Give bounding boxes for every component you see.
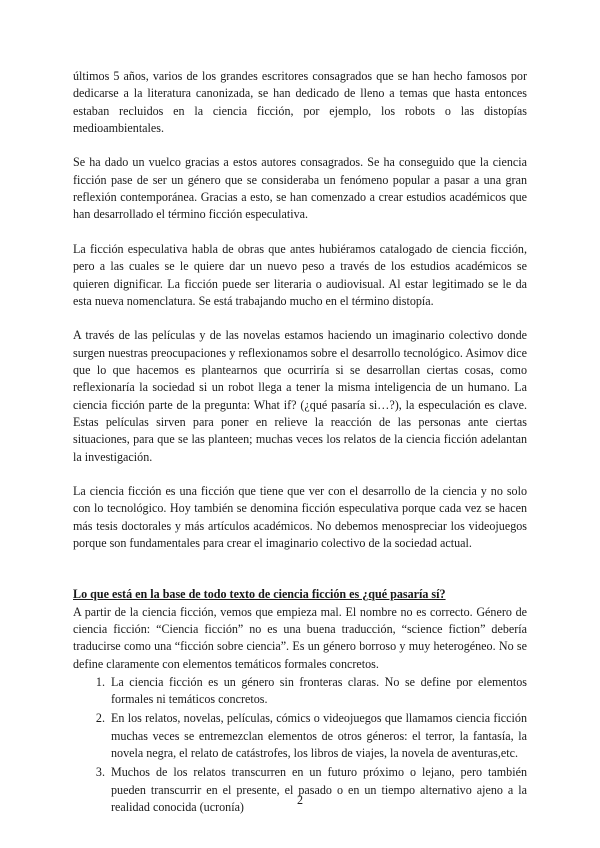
section-heading: Lo que está en la base de todo texto de ciencia ficción es ¿qué pasaría sí? bbox=[73, 587, 446, 602]
section-intro: A partir de la ciencia ficción, vemos que empieza mal. El nombre no es correcto. Género de ciencia ficción: “Ciencia ficción” no es una buena traducción, “science fiction” debería traducirse como una “ficción sobre ciencia”. Es un género borroso y muy heterogéneo. No se define claramente con elementos temáticos formales concretos. bbox=[73, 604, 527, 671]
list-item: 2. En los relatos, novelas, películas, cómics o videojuegos que llamamos ciencia ficción muchas veces se entremezclan elementos de otros géneros: el terror, la fantasía, la novela negra, el relato de catástrofes, los libros de viajes, la novela de aventuras,etc. bbox=[108, 710, 527, 762]
paragraph: La ciencia ficción es una ficción que tiene que ver con el desarrollo de la ciencia y no solo con lo tecnológico. Hoy también se denomina ficción especulativa porque cada vez se hacen más tesis doctorales y más artículos académicos. No debemos menospreciar los videojuegos porque son fundamentales para crear el imaginario colectivo de la sociedad actual. bbox=[73, 484, 527, 551]
paragraph: La ficción especulativa habla de obras que antes hubiéramos catalogado de ciencia ficción, pero a las cuales se le quiere dar un nuevo peso a través de los estudios académicos se quieren dignificar. La ficción puede ser literaria o audiovisual. Al estar legitimado se le da esta nueva nomenclatura. Se está trabajando mucho en el término distopía. bbox=[73, 241, 527, 308]
paragraph: A través de las películas y de las novelas estamos haciendo un imaginario colectivo donde surgen nuestras preocupaciones y reflexionamos sobre el desarrollo tecnológico. Asimov dice que lo que hacemos es plantearnos que ocurriría si se desarrollan ciertas cosas, como reflexionaría la sociedad si un robot llega a tener la misma inteligencia de un humano. La ciencia ficción parte de la pregunta: What if? (¿qué pasaría si…?), la especulación es clave. Estas películas sirven para poner en relieve la reacción de las personas ante ciertas situaciones, para que se las planteen; muchas veces los relatos de la ciencia ficción adelantan la investigación. bbox=[73, 328, 527, 464]
list-item: 1. La ciencia ficción es un género sin fronteras claras. No se define por elementos formales ni temáticos concretos. bbox=[108, 674, 527, 709]
paragraph: Se ha dado un vuelco gracias a estos autores consagrados. Se ha conseguido que la ciencia ficción pase de ser un género que se consideraba un fenómeno popular a pasar a una gran reflexión contemporánea. Gracias a esto, se han comenzado a crear estudios académicos que han desarrollado el término ficción especulativa. bbox=[73, 155, 527, 222]
document-page bbox=[73, 68, 527, 818]
paragraph: últimos 5 años, varios de los grandes escritores consagrados que se han hecho famosos por dedicarse a la literatura canonizada, se han dedicado de lleno a temas que hasta entonces estaban recluidos en la ciencia ficción, por ejemplo, los robots o las distopías medioambientales. bbox=[73, 69, 527, 135]
list-item: 3. Muchos de los relatos transcurren en un futuro próximo o lejano, pero también pueden transcurrir en el presente, el pasado o en un tiempo alternativo ajeno a la realidad conocida (ucronía) bbox=[108, 764, 527, 816]
page-number: 2 bbox=[296, 793, 304, 807]
